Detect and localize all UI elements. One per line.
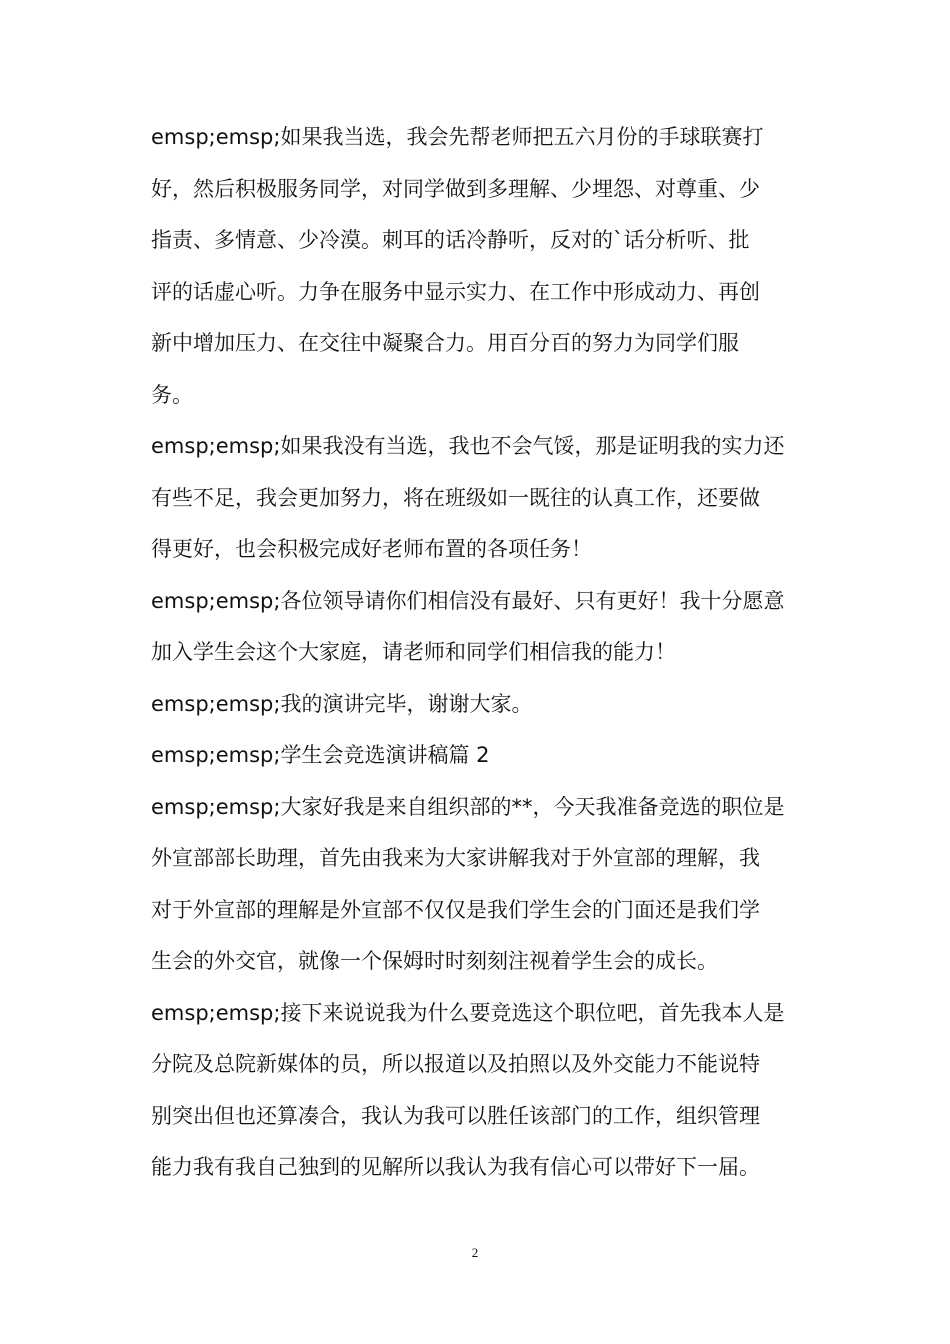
- page-number: 2: [471, 1245, 479, 1260]
- section-heading: emsp;emsp;学生会竞选演讲稿篇 2: [151, 743, 490, 767]
- text-line: emsp;emsp;我的演讲完毕，谢谢大家。: [151, 691, 533, 716]
- text-line: 加入学生会这个大家庭，请老师和同学们相信我的能力！: [151, 640, 676, 664]
- text-line: emsp;emsp;大家好我是来自组织部的**，今天我准备竞选的职位是: [151, 794, 785, 819]
- text-line: emsp;emsp;如果我当选，我会先帮老师把五六月份的手球联赛打: [151, 125, 764, 149]
- text-line: emsp;emsp;接下来说说我为什么要竞选这个职位吧，首先我本人是: [151, 1000, 785, 1025]
- text-line: 能力我有我自己独到的见解所以我认为我有信心可以带好下一届。: [151, 1155, 760, 1179]
- text-line: 评的话虚心听。力争在服务中显示实力、在工作中形成动力、再创: [151, 279, 760, 304]
- text-line: 得更好，也会积极完成好老师布置的各项任务！: [151, 537, 592, 561]
- text-line: emsp;emsp;各位领导请你们相信没有最好、只有更好！我十分愿意: [151, 588, 785, 613]
- body-text: [151, 112, 811, 1194]
- text-line: 务。: [151, 382, 193, 407]
- text-line: 好，然后积极服务同学，对同学做到多理解、少埋怨、对尊重、少: [151, 176, 760, 201]
- text-line: 外宣部部长助理，首先由我来为大家讲解我对于外宣部的理解，我: [151, 846, 760, 870]
- text-line: emsp;emsp;如果我没有当选，我也不会气馁，那是证明我的实力还: [151, 434, 785, 458]
- text-line: 别突出但也还算凑合，我认为我可以胜任该部门的工作，组织管理: [151, 1103, 760, 1128]
- text-line: 指责、多情意、少冷漠。刺耳的话冷静听，反对的`话分析听、批: [151, 228, 750, 252]
- text-line: 对于外宣部的理解是外宣部不仅仅是我们学生会的门面还是我们学: [151, 897, 760, 922]
- text-line: 生会的外交官，就像一个保姆时时刻刻注视着学生会的成长。: [151, 949, 718, 973]
- text-line: 分院及总院新媒体的员，所以报道以及拍照以及外交能力不能说特: [151, 1052, 760, 1076]
- text-line: 新中增加压力、在交往中凝聚合力。用百分百的努力为同学们服: [151, 331, 739, 355]
- text-line: 有些不足，我会更加努力，将在班级如一既往的认真工作，还要做: [151, 485, 760, 510]
